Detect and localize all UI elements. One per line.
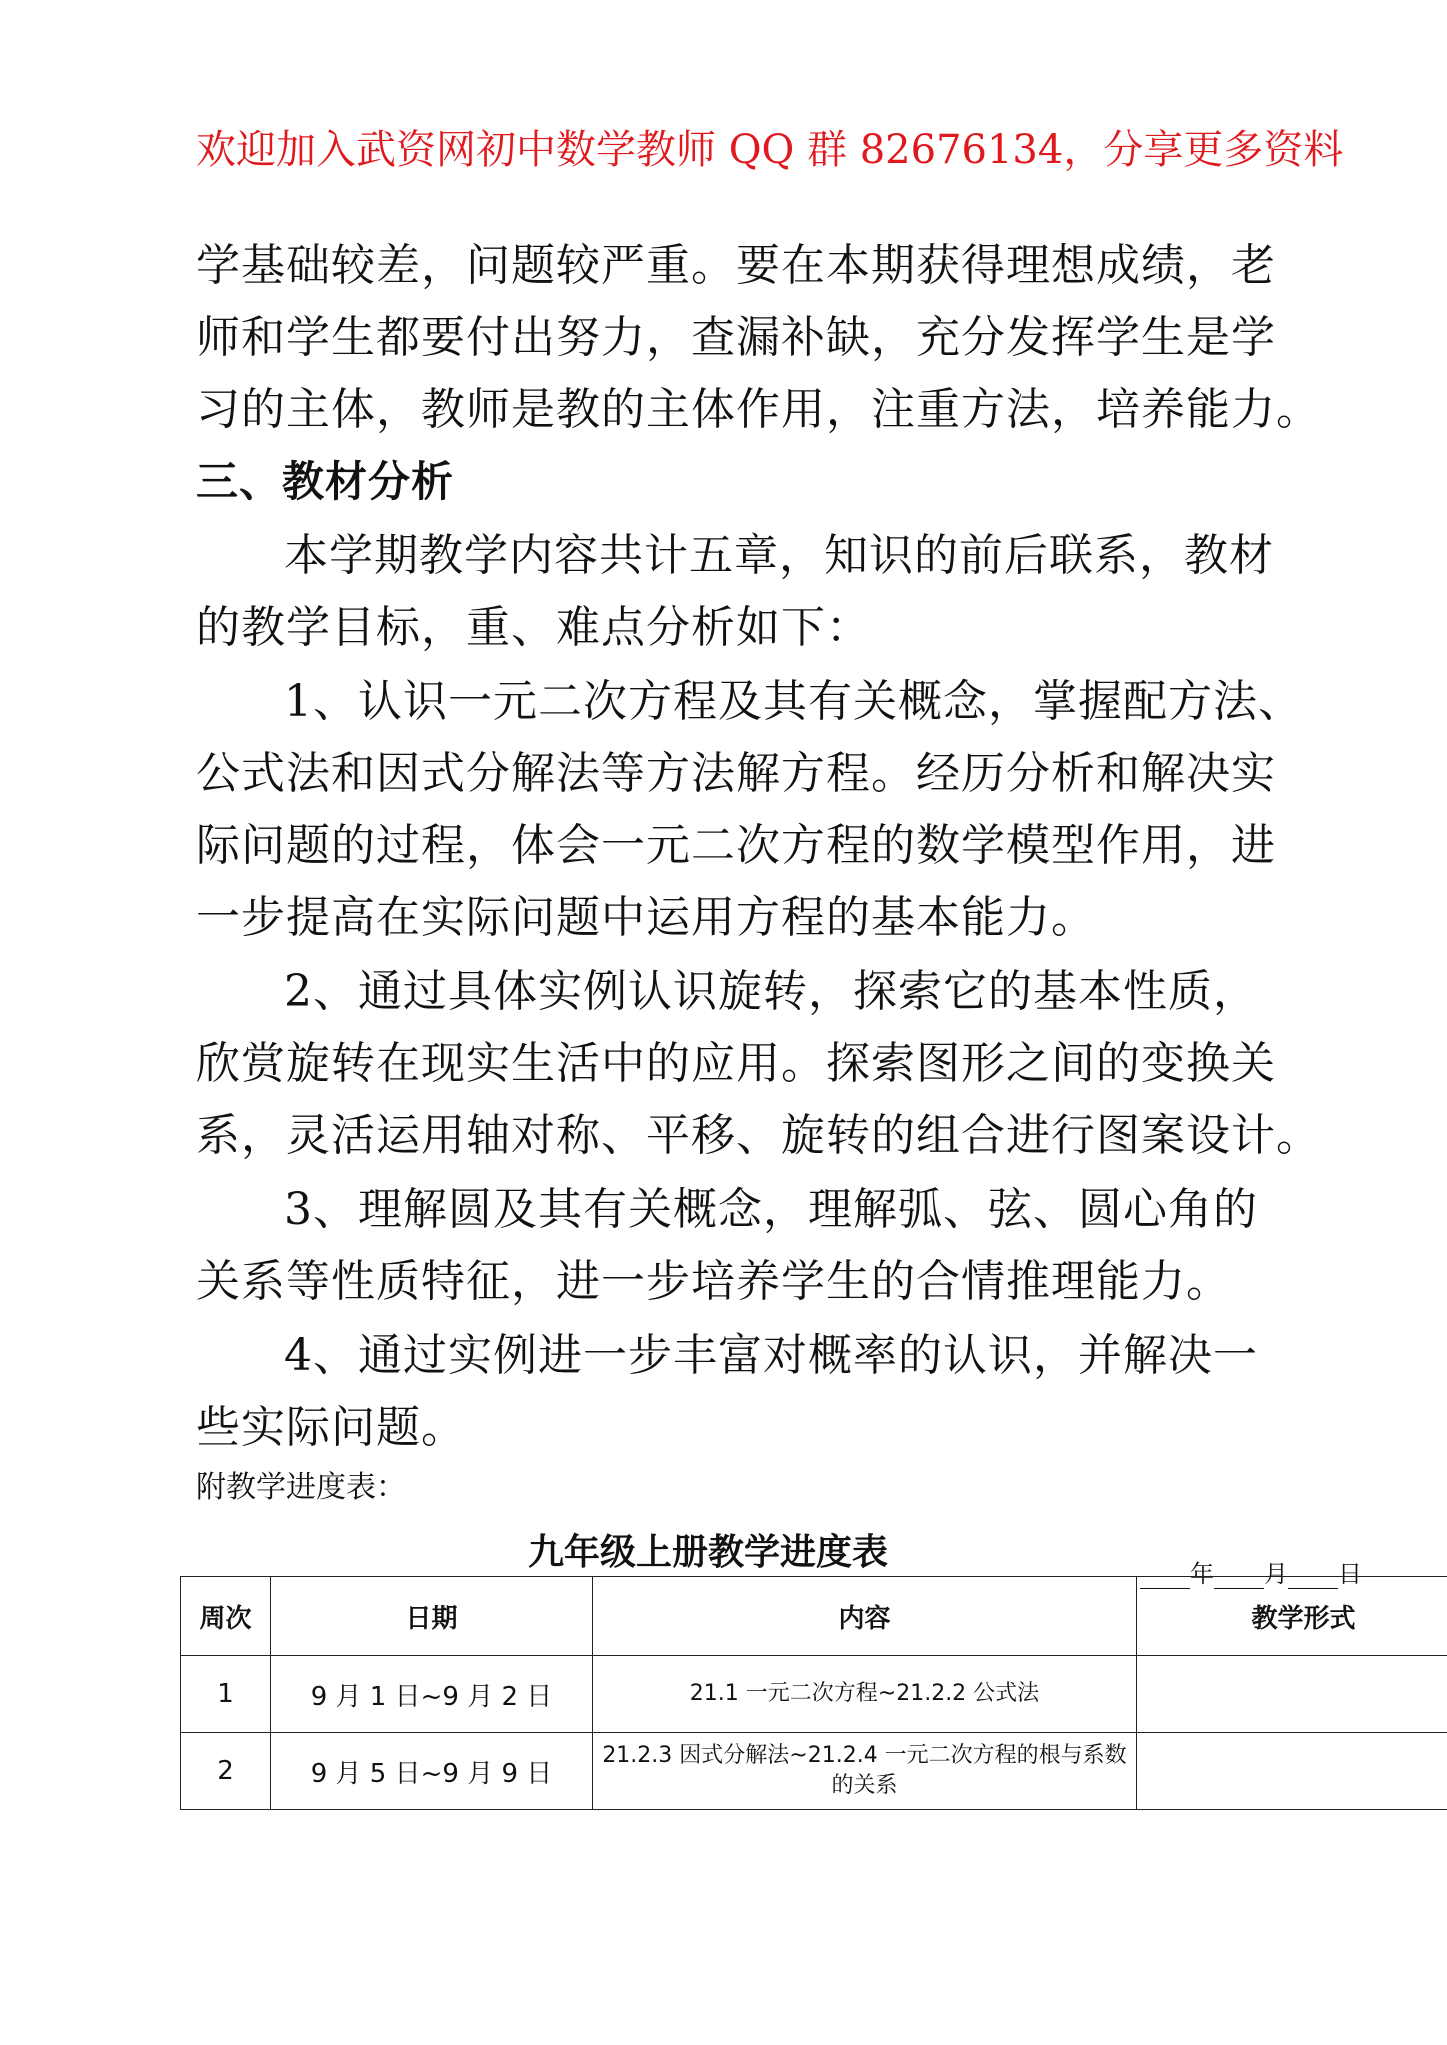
table-header-row — [181, 1577, 1447, 1656]
cell-content: 21.2.3 因式分解法~21.2.4 一元二次方程的根与系数的关系 — [593, 1733, 1137, 1810]
table-row — [181, 1733, 1447, 1810]
paragraph-line: 师和学生都要付出努力，查漏补缺，充分发挥学生是学 — [196, 312, 1276, 363]
item-1-line: 公式法和因式分解法等方法解方程。经历分析和解决实 — [196, 748, 1276, 799]
day-label: 日 — [1338, 1560, 1362, 1588]
item-4-line: 些实际问题。 — [196, 1402, 466, 1453]
month-label: 月 — [1264, 1560, 1288, 1588]
cell-date: 9 月 1 日~9 月 2 日 — [271, 1656, 593, 1733]
cell-date: 9 月 5 日~9 月 9 日 — [271, 1733, 593, 1810]
table-title: 九年级上册教学进度表 — [528, 1532, 889, 1573]
cell-form — [1137, 1733, 1447, 1810]
intro-line: 本学期教学内容共计五章，知识的前后联系，教材 — [284, 530, 1274, 581]
item-2-line: 2、通过具体实例认识旋转，探索它的基本性质， — [284, 966, 1258, 1017]
cell-content: 21.1 一元二次方程~21.2.2 公式法 — [593, 1656, 1137, 1733]
item-4-line: 4、通过实例进一步丰富对概率的认识，并解决一 — [284, 1330, 1258, 1381]
header-form: 教学形式 — [1137, 1577, 1447, 1656]
schedule-table — [180, 1576, 1447, 1810]
paragraph-line: 学基础较差，问题较严重。要在本期获得理想成绩，老 — [196, 240, 1276, 291]
header-week: 周次 — [181, 1577, 271, 1656]
cell-week: 1 — [181, 1656, 271, 1733]
paragraph-line: 习的主体，教师是教的主体作用，注重方法，培养能力。 — [196, 384, 1321, 435]
appendix-label: 附教学进度表： — [196, 1470, 406, 1505]
cell-form — [1137, 1656, 1447, 1733]
item-1-line: 际问题的过程，体会一元二次方程的数学模型作用，进 — [196, 820, 1276, 871]
promo-banner: 欢迎加入武资网初中数学教师 QQ 群 82676134，分享更多资料 — [196, 127, 1344, 173]
item-1-line: 一步提高在实际问题中运用方程的基本能力。 — [196, 892, 1096, 943]
section-heading: 三、教材分析 — [196, 457, 455, 506]
item-2-line: 欣赏旋转在现实生活中的应用。探索图形之间的变换关 — [196, 1038, 1276, 1089]
intro-line: 的教学目标，重、难点分析如下： — [196, 602, 871, 653]
header-content: 内容 — [593, 1577, 1137, 1656]
item-1-line: 1、认识一元二次方程及其有关概念，掌握配方法、 — [284, 676, 1303, 727]
table-row — [181, 1656, 1447, 1733]
item-2-line: 系，灵活运用轴对称、平移、旋转的组合进行图案设计。 — [196, 1110, 1321, 1161]
item-3-line: 3、理解圆及其有关概念，理解弧、弦、圆心角的 — [284, 1184, 1258, 1235]
cell-week: 2 — [181, 1733, 271, 1810]
year-label: 年 — [1190, 1560, 1214, 1588]
header-date: 日期 — [271, 1577, 593, 1656]
item-3-line: 关系等性质特征，进一步培养学生的合情推理能力。 — [196, 1256, 1231, 1307]
